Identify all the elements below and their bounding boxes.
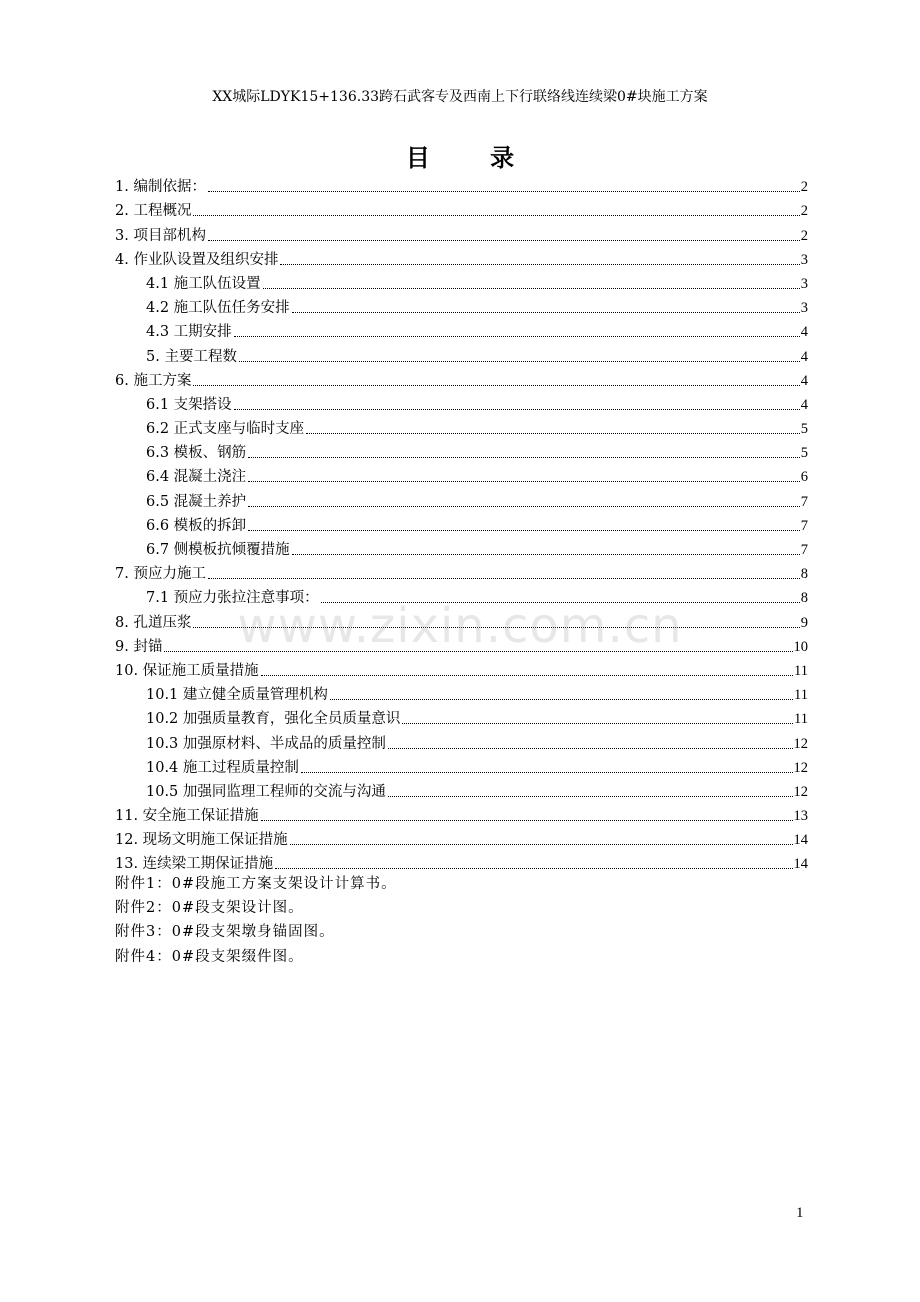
toc-entry-page: 4 bbox=[800, 324, 808, 341]
toc-dot-leader bbox=[292, 554, 800, 555]
toc-entry-page: 7 bbox=[800, 517, 808, 534]
toc-entry[interactable] bbox=[115, 704, 808, 728]
toc-entry[interactable] bbox=[115, 511, 808, 535]
toc-entry-page: 4 bbox=[800, 372, 808, 389]
page-number: 1 bbox=[796, 1205, 804, 1221]
toc-dot-leader bbox=[280, 264, 799, 265]
toc-entry-label: 6.4 混凝土浇注 bbox=[146, 469, 247, 486]
toc-entry-label: 10.5 加强同监理工程师的交流与沟通 bbox=[146, 783, 386, 800]
toc-entry-label: 10. 保证施工质量措施 bbox=[115, 662, 259, 679]
toc-entry-page: 9 bbox=[800, 614, 808, 631]
toc-entry[interactable] bbox=[115, 632, 808, 656]
toc-entry[interactable] bbox=[115, 777, 808, 801]
toc-entry-label: 8. 孔道压浆 bbox=[115, 614, 192, 631]
toc-entry[interactable] bbox=[115, 293, 808, 317]
toc-entry-label: 6.2 正式支座与临时支座 bbox=[146, 421, 305, 438]
toc-entry[interactable] bbox=[115, 535, 808, 559]
toc-entry-label: 12. 现场文明施工保证措施 bbox=[115, 832, 288, 849]
toc-entry-page: 10 bbox=[793, 638, 808, 655]
toc-entry[interactable] bbox=[115, 825, 808, 849]
attachment-item[interactable]: 附件3：0#段支架墩身锚固图。 bbox=[115, 924, 335, 941]
toc-entry-label: 10.1 建立健全质量管理机构 bbox=[146, 687, 328, 704]
toc-entry-label: 10.3 加强原材料、半成品的质量控制 bbox=[146, 735, 386, 752]
toc-dot-leader bbox=[330, 699, 793, 700]
toc-entry-label: 3. 项目部机构 bbox=[115, 227, 206, 244]
toc-entry-label: 4.1 施工队伍设置 bbox=[146, 275, 261, 292]
toc-entry[interactable] bbox=[115, 220, 808, 244]
toc-entry-label: 13. 连续梁工期保证措施 bbox=[115, 856, 274, 873]
toc-dot-leader bbox=[164, 651, 792, 652]
toc-entry-page: 7 bbox=[800, 542, 808, 558]
toc-entry[interactable] bbox=[115, 172, 808, 196]
toc-dot-leader bbox=[275, 868, 792, 869]
toc-entry-label: 4.3 工期安排 bbox=[146, 324, 232, 341]
toc-entry[interactable] bbox=[115, 728, 808, 752]
toc-entry-page: 3 bbox=[800, 300, 808, 317]
toc-entry-page: 7 bbox=[800, 493, 808, 510]
toc-title: 目 录 bbox=[405, 143, 541, 172]
toc-entry[interactable] bbox=[115, 317, 808, 341]
toc-entry-label: 9. 封锚 bbox=[115, 638, 163, 655]
toc-entry-label: 7. 预应力施工 bbox=[115, 566, 206, 583]
toc-entry[interactable] bbox=[115, 656, 808, 680]
toc-entry-label: 6. 施工方案 bbox=[115, 372, 192, 389]
toc-entry-label: 6.6 模板的拆卸 bbox=[146, 517, 247, 534]
toc-list bbox=[115, 172, 808, 873]
toc-dot-leader bbox=[208, 240, 800, 241]
toc-entry-page: 4 bbox=[800, 396, 808, 413]
toc-entry-page: 11 bbox=[794, 687, 808, 704]
toc-entry[interactable] bbox=[115, 414, 808, 438]
toc-entry-page: 3 bbox=[800, 275, 808, 292]
toc-entry-page: 13 bbox=[793, 808, 808, 825]
toc-dot-leader bbox=[402, 723, 793, 724]
toc-entry[interactable] bbox=[115, 680, 808, 704]
toc-entry-page: 8 bbox=[800, 590, 808, 607]
toc-entry-page: 4 bbox=[800, 348, 808, 365]
attachment-list bbox=[115, 872, 397, 969]
toc-entry-label: 6.3 模板、钢筋 bbox=[146, 445, 247, 462]
watermark: www.zixin.com.cn bbox=[237, 598, 683, 654]
toc-dot-leader bbox=[261, 675, 793, 676]
toc-entry-label: 4.2 施工队伍任务安排 bbox=[146, 300, 290, 317]
toc-dot-leader bbox=[208, 578, 800, 579]
toc-entry-page: 11 bbox=[794, 662, 808, 679]
toc-entry[interactable] bbox=[115, 753, 808, 777]
toc-dot-leader bbox=[388, 796, 793, 797]
toc-entry-page: 2 bbox=[800, 179, 808, 196]
toc-entry[interactable] bbox=[115, 462, 808, 486]
toc-entry[interactable] bbox=[115, 269, 808, 293]
toc-entry-page: 11 bbox=[794, 711, 808, 728]
toc-dot-leader bbox=[248, 506, 800, 507]
toc-dot-leader bbox=[290, 844, 793, 845]
toc-entry[interactable] bbox=[115, 196, 808, 220]
toc-entry-label: 7.1 预应力张拉注意事项： bbox=[146, 590, 319, 607]
toc-entry-page: 5 bbox=[800, 445, 808, 462]
toc-dot-leader bbox=[388, 748, 793, 749]
toc-entry[interactable] bbox=[115, 341, 808, 365]
toc-entry-label: 6.1 支架搭设 bbox=[146, 396, 232, 413]
toc-entry-page: 8 bbox=[800, 566, 808, 583]
toc-entry-label: 1. 编制依据： bbox=[115, 179, 206, 196]
toc-dot-leader bbox=[292, 312, 800, 313]
toc-entry-page: 2 bbox=[800, 203, 808, 220]
toc-dot-leader bbox=[193, 215, 799, 216]
attachment-item[interactable]: 附件4：0#段支架缀件图。 bbox=[115, 948, 304, 965]
toc-dot-leader bbox=[321, 602, 800, 603]
toc-dot-leader bbox=[234, 336, 800, 337]
toc-entry[interactable] bbox=[115, 607, 808, 631]
toc-entry-label: 4. 作业队设置及组织安排 bbox=[115, 251, 279, 268]
toc-entry[interactable] bbox=[115, 390, 808, 414]
toc-entry-page: 5 bbox=[800, 421, 808, 438]
toc-entry-label: 10.2 加强质量教育，强化全员质量意识 bbox=[146, 711, 401, 728]
toc-entry-page: 14 bbox=[793, 832, 808, 849]
toc-entry[interactable] bbox=[115, 849, 808, 873]
page-header: XX城际LDYK15+136.33跨石武客专及西南上下行联络线连续梁0#块施工方案 bbox=[212, 89, 708, 105]
toc-entry-page: 2 bbox=[800, 227, 808, 244]
toc-entry-page: 12 bbox=[793, 783, 808, 800]
toc-entry[interactable] bbox=[115, 559, 808, 583]
toc-entry-label: 6.5 混凝土养护 bbox=[146, 493, 247, 510]
toc-entry-label: 2. 工程概况 bbox=[115, 203, 192, 220]
toc-dot-leader bbox=[306, 433, 800, 434]
toc-dot-leader bbox=[234, 409, 800, 410]
attachment-item[interactable]: 附件2：0#段支架设计图。 bbox=[115, 900, 304, 917]
toc-dot-leader bbox=[248, 530, 800, 531]
toc-dot-leader bbox=[248, 457, 800, 458]
toc-dot-leader bbox=[239, 361, 800, 362]
toc-entry-label: 5. 主要工程数 bbox=[146, 348, 237, 365]
toc-dot-leader bbox=[263, 288, 800, 289]
toc-dot-leader bbox=[193, 385, 799, 386]
toc-dot-leader bbox=[261, 820, 793, 821]
toc-entry-page: 3 bbox=[800, 251, 808, 268]
toc-dot-leader bbox=[301, 772, 793, 773]
toc-dot-leader bbox=[193, 627, 799, 628]
toc-dot-leader bbox=[248, 481, 800, 482]
toc-entry-page: 12 bbox=[793, 735, 808, 752]
toc-entry[interactable] bbox=[115, 245, 808, 269]
toc-entry-label: 11. 安全施工保证措施 bbox=[115, 808, 259, 825]
toc-entry-label: 10.4 施工过程质量控制 bbox=[146, 759, 299, 776]
toc-dot-leader bbox=[208, 191, 800, 192]
toc-entry-label: 6.7 侧模板抗倾覆措施 bbox=[146, 542, 290, 558]
attachment-item[interactable]: 附件1：0#段施工方案支架设计计算书。 bbox=[115, 876, 397, 892]
toc-entry[interactable] bbox=[115, 438, 808, 462]
toc-entry[interactable] bbox=[115, 486, 808, 510]
toc-entry-page: 6 bbox=[800, 469, 808, 486]
toc-entry[interactable] bbox=[115, 366, 808, 390]
toc-entry[interactable] bbox=[115, 583, 808, 607]
toc-entry-page: 14 bbox=[793, 856, 808, 873]
toc-entry-page: 12 bbox=[793, 759, 808, 776]
toc-entry[interactable] bbox=[115, 801, 808, 825]
